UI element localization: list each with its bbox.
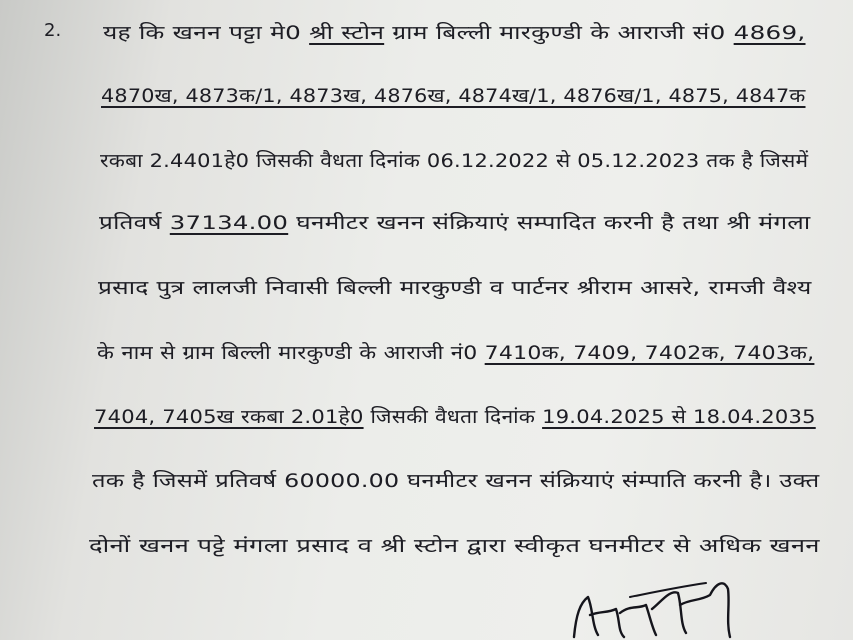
text-line-3 <box>100 149 808 173</box>
line-8-part-1: तक है जिसमें प्रतिवर्ष 60000.00 घनमीटर खनन संक्रियाएं संम्पाति करनी है। उक्त <box>92 470 820 492</box>
line-4-part-1: प्रतिवर्ष <box>99 212 170 234</box>
line-1-part-3: ग्राम बिल्ली मारकुण्डी के आराजी सं0 <box>384 22 734 44</box>
signature-scribble <box>560 575 760 640</box>
paragraph-number: 2. <box>44 20 62 41</box>
line-5-part-1: प्रसाद पुत्र लालजी निवासी बिल्ली मारकुण्डी व पार्टनर श्रीराम आसरे, रामजी वैश्य <box>98 277 812 299</box>
line-7-part-1: 7404, 7405ख रकबा 2.01हे0 <box>94 406 364 428</box>
text-line-7 <box>94 405 816 429</box>
line-9-part-1: दोनों खनन पट्टे मंगला प्रसाद व श्री स्टोन द्वारा स्वीकृत घनमीटर से अधिक खनन <box>89 535 820 557</box>
line-7-part-3: 19.04.2025 से 18.04.2035 <box>542 406 816 428</box>
line-6-part-1: के नाम से ग्राम बिल्ली मारकुण्डी के आराजी नं0 <box>97 342 485 364</box>
line-6-part-2: 7410क, 7409, 7402क, 7403क, <box>484 342 815 364</box>
text-line-9 <box>89 534 820 558</box>
text-line-8 <box>92 469 819 493</box>
line-1-part-4: 4869, <box>733 22 806 44</box>
text-line-1 <box>103 21 806 45</box>
line-1-part-1: यह कि खनन पट्टा मे0 <box>103 22 310 44</box>
text-line-4 <box>99 211 810 235</box>
line-2-part-1: 4870ख, 4873क/1, 4873ख, 4876ख, 4874ख/1, 4876ख/1, 4875, 4847क <box>101 85 806 107</box>
line-4-part-3: घनमीटर खनन संक्रियाएं सम्पादित करनी है तथा श्री मंगला <box>288 212 811 234</box>
line-4-part-2: 37134.00 <box>169 212 289 234</box>
line-1-part-2: श्री स्टोन <box>309 22 385 44</box>
text-line-2 <box>101 84 806 108</box>
text-line-5 <box>98 276 812 300</box>
text-line-6 <box>97 341 814 365</box>
line-7-part-2: जिसकी वैधता दिनांक <box>363 406 543 428</box>
line-3-part-1: रकबा 2.4401हे0 जिसकी वैधता दिनांक 06.12.2022 से 05.12.2023 तक है जिसमें <box>100 150 809 172</box>
